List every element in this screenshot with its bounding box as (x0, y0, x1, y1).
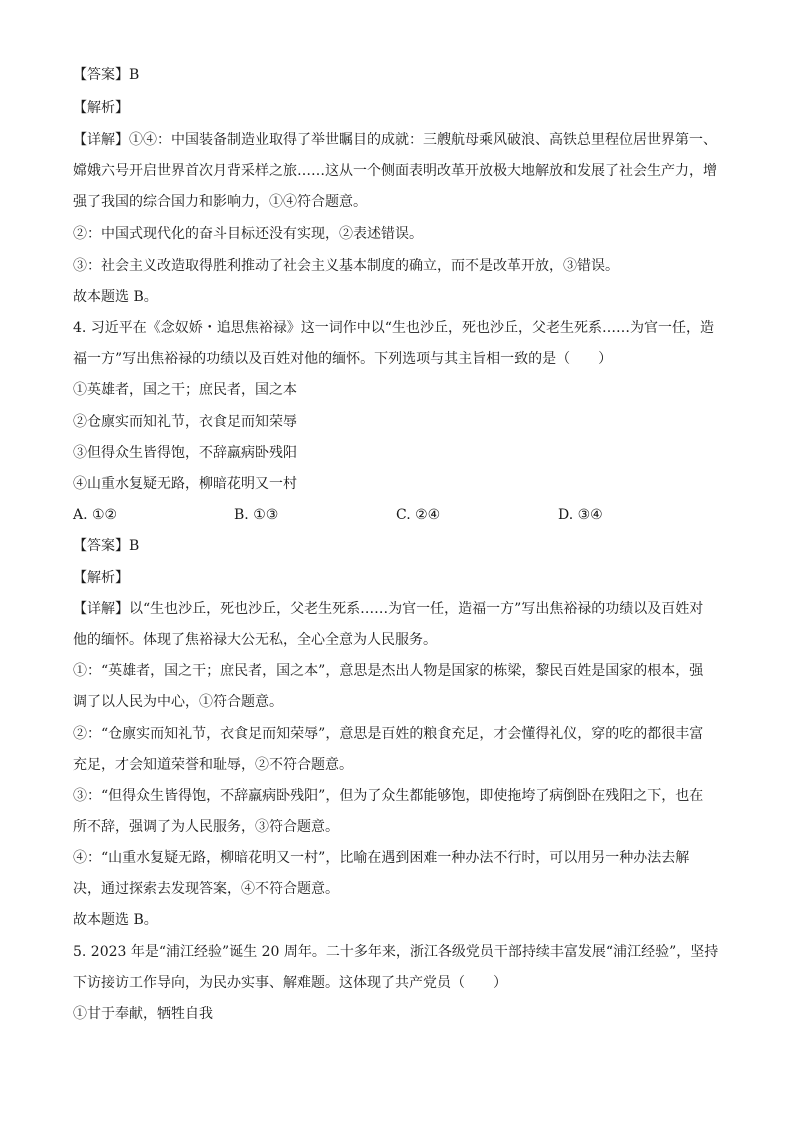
q4-analysis-label: 【解析】 (73, 570, 129, 586)
q3-detail-line: ②：中国式现代化的奋斗目标还没有实现，②表述错误。 (73, 226, 423, 242)
q4-option-a: A. ①② (73, 507, 118, 523)
q4-item: ②仓廪实而知礼节，衣食足而知荣辱 (73, 414, 297, 430)
q4-item: ④山重水复疑无路，柳暗花明又一村 (73, 476, 297, 492)
q4-option-d: D. ③④ (558, 507, 603, 523)
q3-analysis-label: 【解析】 (73, 100, 129, 116)
q3-detail-line: 嫦娥六号开启世界首次月背采样之旅……这从一个侧面表明改革开放极大地解放和发展了社会生产力，增 (73, 163, 717, 179)
q4-option-c: C. ②④ (396, 507, 441, 523)
q5-item: ①甘于奉献，牺牲自我 (73, 1006, 213, 1022)
q4-detail-line: 充足，才会知道荣誉和耻辱，②不符合题意。 (73, 757, 353, 773)
q4-conclusion: 故本题选 B。 (73, 912, 158, 928)
q4-detail-line: 【详解】以“生也沙丘，死也沙丘，父老生死系……为官一任，造福一方”写出焦裕禄的功绩以及百姓对 (73, 601, 704, 617)
q4-detail-line: ①：“英雄者，国之干；庶民者，国之本”，意思是杰出人物是国家的栋梁，黎民百姓是国家的根本，强 (73, 663, 704, 679)
q4-detail-line: 他的缅怀。体现了焦裕禄大公无私，全心全意为人民服务。 (73, 632, 437, 648)
q4-option-b: B. ①③ (234, 507, 279, 523)
q3-detail-line: ③：社会主义改造取得胜利推动了社会主义基本制度的确立，而不是改革开放，③错误。 (73, 258, 619, 274)
q4-stem-line: 4. 习近平在《念奴娇・追思焦裕禄》这一词作中以“生也沙丘，死也沙丘，父老生死系……为官一任，造 (73, 320, 714, 336)
q4-detail-line: ②：“仓廪实而知礼节，衣食足而知荣辱”，意思是百姓的粮食充足，才会懂得礼仪，穿的吃的都很丰富 (73, 726, 704, 742)
q4-answer-label: 【答案】B (73, 538, 140, 554)
q3-answer-label: 【答案】B (73, 67, 140, 83)
q4-item: ①英雄者，国之干；庶民者，国之本 (73, 382, 297, 398)
q3-detail-line: 【详解】①④：中国装备制造业取得了举世瞩目的成就：三艘航母乘风破浪、高铁总里程位居世界第一、 (73, 132, 717, 148)
q5-stem-line: 下访接访工作导向，为民办实事、解难题。这体现了共产党员（ ） (73, 975, 507, 991)
q3-conclusion: 故本题选 B。 (73, 289, 158, 305)
q4-stem-line: 福一方”写出焦裕禄的功绩以及百姓对他的缅怀。下列选项与其主旨相一致的是（ ） (73, 351, 613, 367)
q4-detail-line: 所不辞，强调了为人民服务，③符合题意。 (73, 819, 339, 835)
q3-detail-line: 强了我国的综合国力和影响力，①④符合题意。 (73, 194, 367, 210)
q4-detail-line: 调了以人民为中心，①符合题意。 (73, 694, 283, 710)
q5-stem-line: 5. 2023 年是“浦江经验”诞生 20 周年。二十多年来，浙江各级党员干部持续丰富发展“浦江经验”，坚持 (73, 944, 719, 960)
q4-item: ③但得众生皆得饱，不辞羸病卧残阳 (73, 445, 297, 461)
q4-detail-line: 决，通过探索去发现答案，④不符合题意。 (73, 881, 339, 897)
q4-detail-line: ③：“但得众生皆得饱，不辞羸病卧残阳”，但为了众生都能够饱，即使拖垮了病倒卧在残阳之下，也在 (73, 788, 704, 804)
q4-detail-line: ④：“山重水复疑无路，柳暗花明又一村”，比喻在遇到困难一种办法不行时，可以用另一种办法去解 (73, 850, 690, 866)
